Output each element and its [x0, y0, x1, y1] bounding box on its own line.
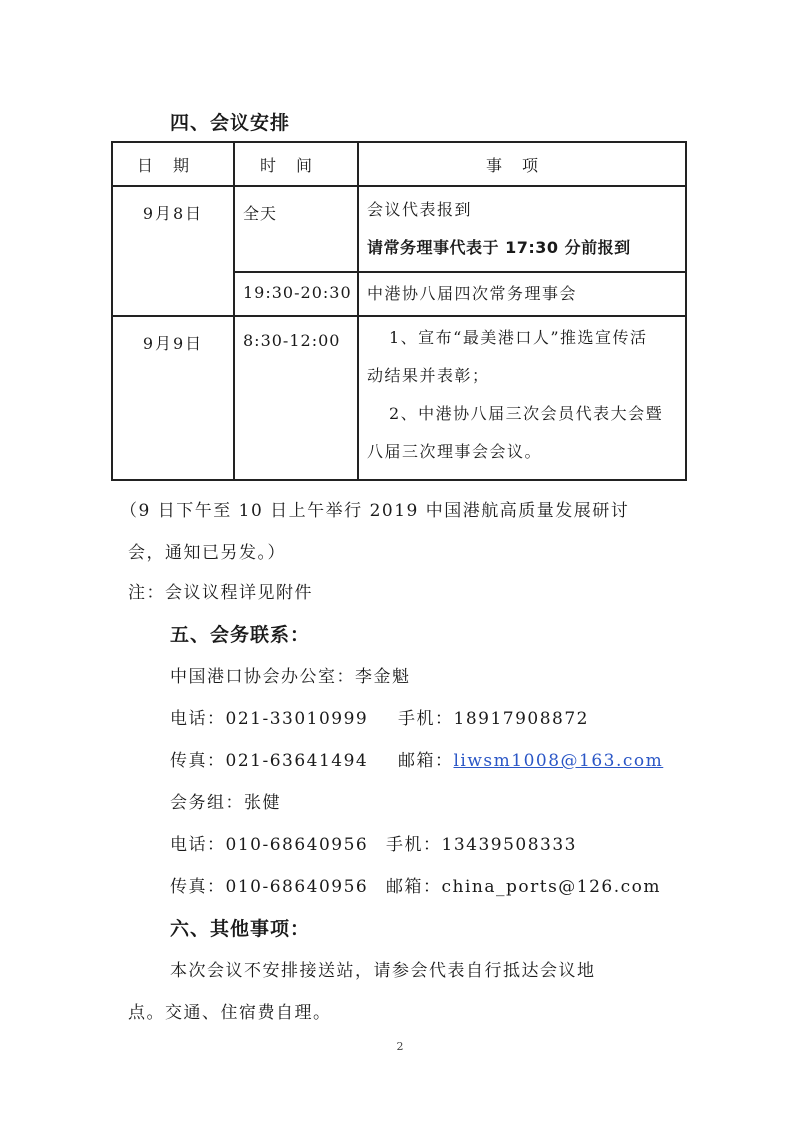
row1-item-2: 请常务理事代表于 17:30 分前报到	[367, 238, 631, 257]
email1-link[interactable]: liwsm1008@163.com	[453, 751, 664, 771]
row3-items	[358, 316, 686, 480]
row1-item-1: 会议代表报到	[367, 200, 473, 219]
row1-date: 9月8日	[112, 186, 234, 316]
row2-items	[358, 272, 686, 316]
row3-item-1: 1、宣布“最美港口人”推选宣传活	[389, 328, 648, 347]
header-date: 日期	[112, 142, 234, 186]
email2-label: 邮箱：	[386, 877, 442, 897]
row3-date: 9月9日	[112, 316, 234, 480]
fax1: 传真：021-63641494	[170, 751, 369, 771]
note-forum-line2: 会，通知已另发。）	[128, 543, 286, 563]
mobile2: 手机：13439508333	[386, 835, 577, 855]
row3-time: 8:30-12:00	[234, 316, 358, 480]
schedule-table	[111, 141, 687, 481]
row3-item-4: 八届三次理事会会议。	[367, 442, 543, 461]
group-contact: 会务组：张健	[170, 793, 281, 813]
section6-body-line2: 点。交通、住宿费自理。	[128, 1003, 332, 1023]
email1-label: 邮箱：	[398, 751, 454, 771]
row2-item-1: 中港协八届四次常务理事会	[367, 284, 578, 303]
header-items: 事项	[358, 142, 686, 186]
section6-body-line1: 本次会议不安排接送站，请参会代表自行抵达会议地	[170, 961, 596, 981]
page-number: 2	[396, 1040, 404, 1053]
row1-time: 全天	[234, 186, 358, 272]
mobile1: 手机：18917908872	[398, 709, 589, 729]
table-row	[112, 186, 686, 272]
section5-heading: 五、会务联系：	[170, 624, 311, 646]
tel2: 电话：010-68640956	[170, 835, 369, 855]
tel1: 电话：021-33010999	[170, 709, 369, 729]
section6-heading: 六、其他事项：	[170, 918, 311, 940]
note-forum-line1: （9 日下午至 10 日上午举行 2019 中国港航高质量发展研讨	[120, 501, 630, 521]
table-header-row	[112, 142, 686, 186]
row1-items	[358, 186, 686, 272]
row3-item-2: 动结果并表彰；	[367, 366, 490, 385]
note-agenda: 注：会议议程详见附件	[128, 583, 313, 603]
section4-heading: 四、会议安排	[170, 112, 291, 134]
fax2: 传真：010-68640956	[170, 877, 369, 897]
email2: china_ports@126.com	[441, 877, 662, 897]
row2-time: 19:30-20:30	[234, 272, 358, 316]
table-row	[112, 316, 686, 480]
row3-item-3: 2、中港协八届三次会员代表大会暨	[389, 404, 664, 423]
header-time: 时间	[234, 142, 358, 186]
email2-row	[386, 872, 661, 897]
email1-row	[398, 746, 663, 771]
office-contact: 中国港口协会办公室：李金魁	[170, 667, 411, 687]
